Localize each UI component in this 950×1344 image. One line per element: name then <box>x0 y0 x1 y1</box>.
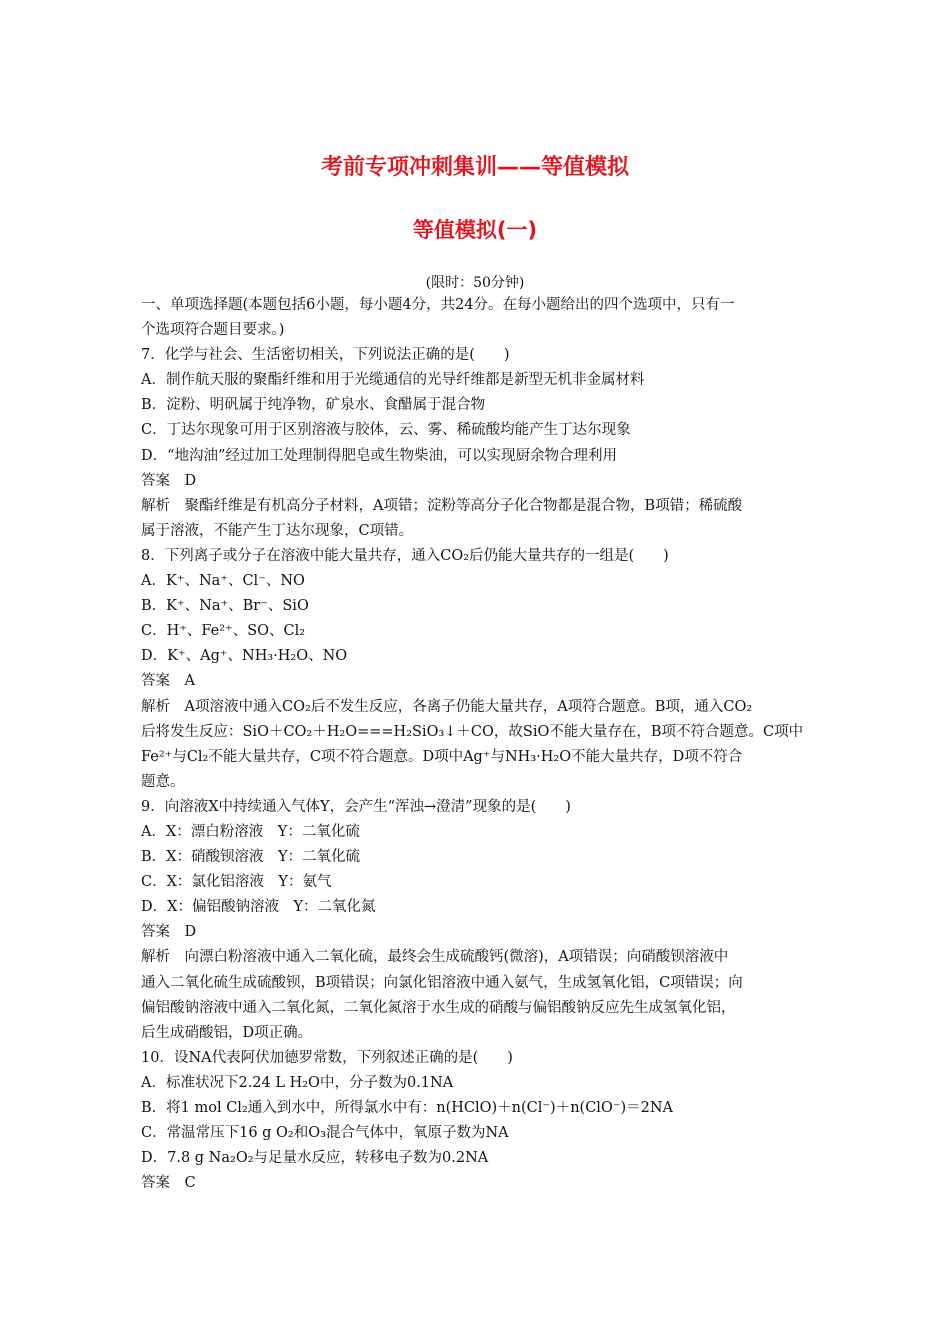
option-line: A．K⁺、Na⁺、Cl⁻、NO <box>141 573 305 590</box>
option-line: B．将1 mol Cl₂通入到水中，所得氯水中有：n(HClO)＋n(Cl⁻)＋n(ClO⁻)＝2NA <box>141 1100 674 1116</box>
analysis-line: 通入二氧化硫生成硫酸钡，B项错误；向氯化铝溶液中通入氨气，生成氢氧化铝，C项错误；向 <box>141 974 743 991</box>
analysis-line: 偏铝酸钠溶液中通入二氧化氮，二氧化氮溶于水生成的硝酸与偏铝酸钠反应先生成氢氧化铝， <box>141 999 736 1016</box>
analysis-line: 解析 向漂白粉溶液中通入二氧化硫，最终会生成硫酸钙(微溶)，A项错误；向硝酸钡溶液中 <box>141 949 729 966</box>
option-line: D．X：偏铝酸钠溶液 Y：二氧化氮 <box>141 899 376 916</box>
answer-line: 答案 C <box>141 1175 196 1192</box>
option-line: A．标准状况下2.24 L H₂O中，分子数为0.1NA <box>141 1074 454 1091</box>
sub-title: 等值模拟(一) <box>412 218 538 242</box>
main-title: 考前专项冲刺集训——等值模拟 <box>320 155 629 180</box>
analysis-line: 属于溶液，不能产生丁达尔现象，C项错。 <box>141 522 414 539</box>
question-10-stem: 10．设NA代表阿伏加德罗常数，下列叙述正确的是( ) <box>141 1049 513 1066</box>
question-7-stem: 7．化学与社会、生活密切相关，下列说法正确的是( ) <box>141 347 510 364</box>
analysis-line: 后将发生反应：SiO＋CO₂＋H₂O===H₂SiO₃↓＋CO，故SiO不能大量存在，B项不符合题意。C项中 <box>141 723 804 740</box>
text-line: 一、单项选择题(本题包括6小题，每小题4分，共24分。在每小题给出的四个选项中，只有一 <box>141 297 735 313</box>
answer-line: 答案 A <box>141 673 195 690</box>
option-line: A．制作航天服的聚酯纤维和用于光缆通信的光导纤维都是新型无机非金属材料 <box>141 372 645 389</box>
document-body <box>141 293 813 1196</box>
answer-line: 答案 D <box>141 924 197 941</box>
option-line: D．7.8 g Na₂O₂与足量水反应，转移电子数为0.2NA <box>141 1150 489 1167</box>
analysis-line: 题意。 <box>141 773 185 790</box>
option-line: C．H⁺、Fe²⁺、SO、Cl₂ <box>141 623 306 640</box>
option-line: B．X：硝酸钡溶液 Y：二氧化硫 <box>141 849 361 866</box>
question-8-stem: 8．下列离子或分子在溶液中能大量共存，通入CO₂后仍能大量共存的一组是( ) <box>141 547 669 564</box>
option-line: D．K⁺、Ag⁺、NH₃·H₂O、NO <box>141 648 348 665</box>
answer-line: 答案 D <box>141 472 197 489</box>
text-line: 个选项符合题目要求。) <box>141 322 285 339</box>
option-line: B．K⁺、Na⁺、Br⁻、SiO <box>141 598 309 615</box>
analysis-line: 后生成硝酸铝，D项正确。 <box>141 1024 313 1041</box>
question-9-stem: 9．向溶液X中持续通入气体Y，会产生“浑浊→澄清”现象的是( ) <box>141 798 571 815</box>
time-limit: (限时：50分钟) <box>425 275 525 291</box>
option-line: C．常温常压下16 g O₂和O₃混合气体中，氧原子数为NA <box>141 1125 509 1142</box>
option-line: C．丁达尔现象可用于区别溶液与胶体，云、雾、稀硫酸均能产生丁达尔现象 <box>141 422 631 439</box>
option-line: B．淀粉、明矾属于纯净物，矿泉水、食醋属于混合物 <box>141 397 486 414</box>
analysis-line: 解析 聚酯纤维是有机高分子材料，A项错；淀粉等高分子化合物都是混合物，B项错；稀硫酸 <box>141 497 743 514</box>
option-line: C．X：氯化铝溶液 Y：氨气 <box>141 874 332 891</box>
option-line: A．X：漂白粉溶液 Y：二氧化硫 <box>141 823 360 840</box>
analysis-line: 解析 A项溶液中通入CO₂后不发生反应，各离子仍能大量共存，A项符合题意。B项，通入CO₂ <box>141 698 753 715</box>
option-line: D．“地沟油”经过加工处理制得肥皂或生物柴油，可以实现厨余物合理利用 <box>141 447 617 464</box>
analysis-line: Fe²⁺与Cl₂不能大量共存，C项不符合题意。D项中Ag⁺与NH₃·H₂O不能大量共存，D项不符合 <box>141 748 743 765</box>
